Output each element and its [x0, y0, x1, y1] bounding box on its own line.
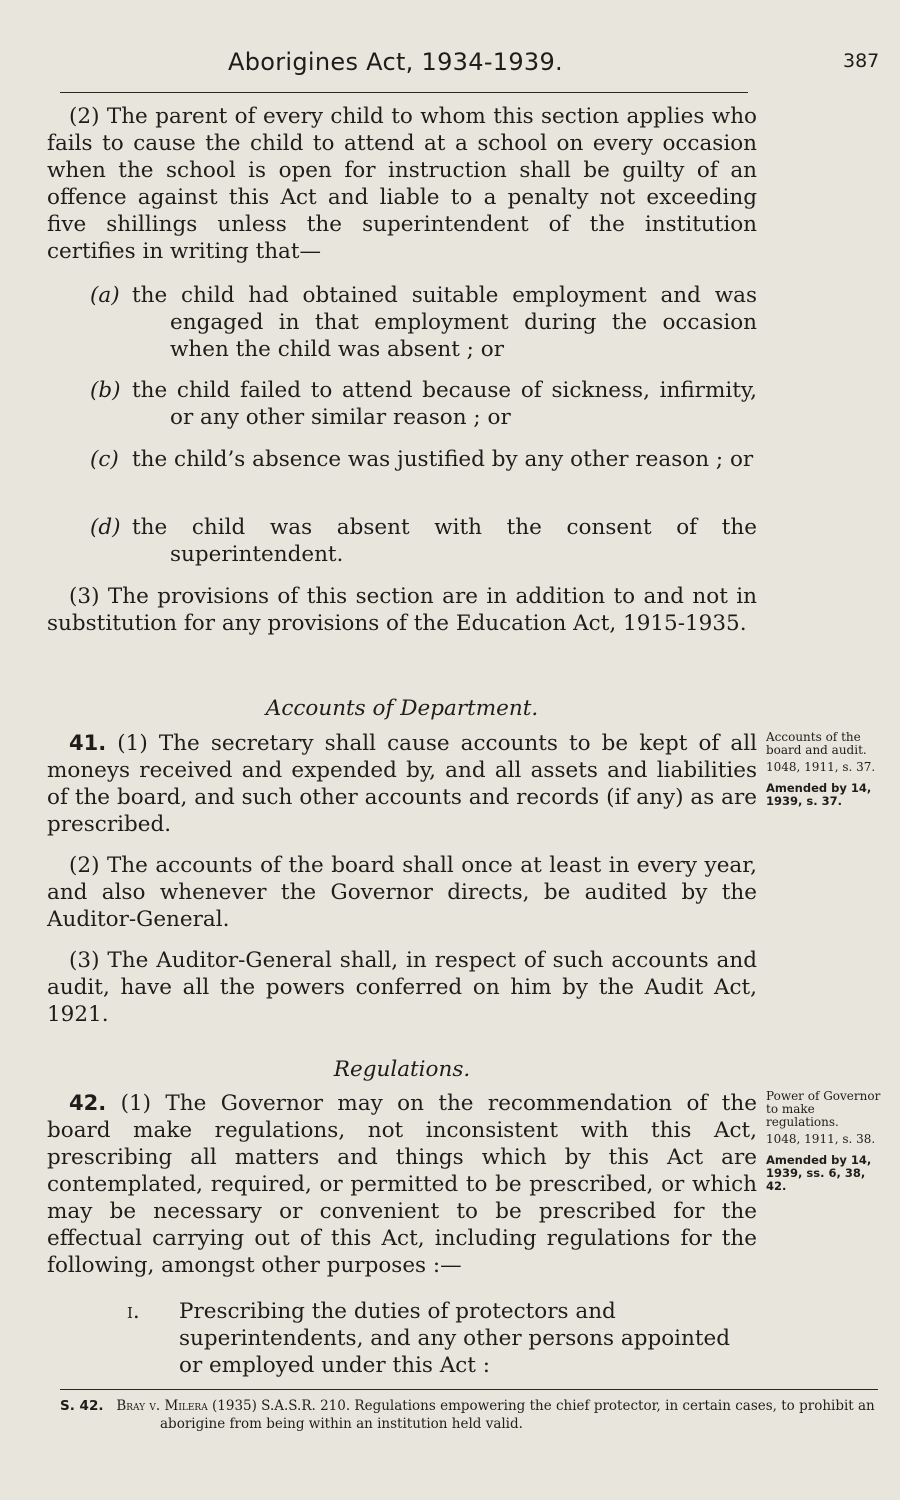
list-item-c	[90, 446, 757, 473]
list-item-b	[90, 377, 757, 431]
item-text: the child was absent with the consent of the superintendent.	[132, 515, 757, 567]
footnote-text: (1935) S.A.S.R. 210. Regulations empowering the chief protector, in certain cases, to prohibit an aborigine from being within an institution held valid.	[160, 1398, 875, 1432]
footnote-ref: S. 42.	[60, 1398, 104, 1414]
margin-note-section-41	[766, 731, 886, 808]
margin-note-ref: 1048, 1911, s. 37.	[766, 760, 876, 774]
paragraph-text: (2) The parent of every child to whom this section applies who fails to cause the child to attend at a school on every occasion when the school is open for instruction shall be guilty of an offence against this Act and liable to a penalty not exceeding five shillings unless the superintendent of the institution certifies in writing that—	[47, 104, 757, 264]
section-40-para-3	[47, 583, 757, 637]
section-number: 41.	[69, 731, 107, 755]
margin-note-ref: 1048, 1911, s. 38.	[766, 1132, 876, 1146]
paragraph-text: (2) The accounts of the board shall once at least in every year, and also whenever the Governor directs, be audited by the Auditor-General.	[47, 853, 757, 932]
page-number: 387	[843, 50, 880, 72]
list-item-a	[90, 282, 757, 363]
header-rule	[60, 92, 748, 93]
margin-note-section-42	[766, 1090, 886, 1193]
margin-note-amended: Amended by 14, 1939, ss. 6, 38, 42.	[766, 1153, 872, 1193]
item-text: Prescribing the duties of protectors and superintendents, and any other persons appointed or employed under this Act :	[179, 1299, 731, 1378]
section-41-para-1	[47, 730, 757, 838]
item-label: i.	[127, 1299, 140, 1324]
item-label: (c)	[90, 447, 119, 472]
margin-note-title: Power of Governor to make regulations.	[766, 1089, 881, 1129]
paragraph-text: (3) The Auditor-General shall, in respect of such accounts and audit, have all the powers conferred on him by the Audit Act, 1921.	[47, 948, 757, 1027]
item-text: the child’s absence was justified by any other reason ; or	[132, 447, 754, 472]
footnote-rule	[60, 1389, 878, 1390]
heading-accounts-of-department: Accounts of Department.	[265, 696, 539, 721]
item-text: the child had obtained suitable employment and was engaged in that employment during the occasion when the child was absent ; or	[132, 283, 757, 362]
section-42-para-1	[47, 1090, 757, 1279]
item-text: the child failed to attend because of sickness, infirmity, or any other similar reason ; or	[132, 378, 757, 430]
margin-note-title: Accounts of the board and audit.	[766, 730, 867, 757]
item-label: (a)	[90, 283, 120, 308]
margin-note-amended: Amended by 14, 1939, s. 37.	[766, 781, 872, 808]
paragraph-text: (3) The provisions of this section are in addition to and not in substitution for any provisions of the Education Act, 1915-1935.	[47, 584, 757, 636]
list-item-i	[127, 1298, 757, 1379]
paragraph-text: (1) The secretary shall cause accounts to be kept of all moneys received and expended by, and all assets and liabilities of the board, and such other accounts and records (if any) as are prescribed.	[47, 731, 757, 837]
section-41-para-3	[47, 947, 757, 1028]
list-item-d	[90, 514, 757, 568]
item-label: (d)	[90, 515, 121, 540]
running-head-title: Aborigines Act, 1934-1939.	[228, 48, 563, 76]
section-number: 42.	[69, 1091, 107, 1115]
paragraph-text: (1) The Governor may on the recommendation of the board make regulations, not inconsistent with this Act, prescribing all matters and things which by this Act are contemplated, required, or permitted to be prescribed, or which may be necessary or convenient to be prescribed for the effectual carrying out of this Act, including regulations for the following, amongst other purposes :—	[47, 1091, 758, 1278]
item-label: (b)	[90, 378, 121, 403]
heading-regulations: Regulations.	[333, 1057, 471, 1082]
section-41-para-2	[47, 852, 757, 933]
section-40-para-2	[47, 103, 757, 265]
footnote	[60, 1397, 875, 1433]
footnote-case-name: Bray v. Milera	[116, 1398, 208, 1414]
